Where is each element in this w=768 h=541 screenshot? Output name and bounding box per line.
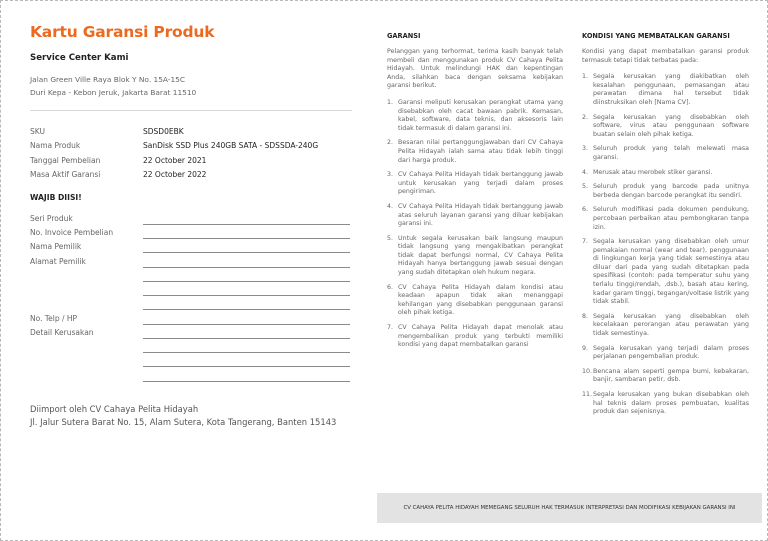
list-item: 10. Bencana alam seperti gempa bumi, kebakaran, banjir, sambaran petir, dsb. [582,367,749,384]
damage-input-line[interactable] [143,366,350,367]
kondisi-list [582,73,749,417]
warranty-terms [387,32,563,356]
list-item: 1. Segala kerusakan yang diakibatkan oleh kesalahan penggunaan, pemasangan atau perawatan dimana hal tersebut tidak diinstruksikan oleh [Nama CV]. [582,73,749,106]
invoice-input-line[interactable] [143,238,350,239]
owner-name-input-line[interactable] [143,252,350,253]
info-row-sku [30,127,352,141]
info-row-purchase-date [30,156,352,170]
void-conditions [582,32,749,423]
address-input-line[interactable] [143,309,350,310]
phone-input-line[interactable] [143,324,350,325]
required-heading: WAJIB DIISI! [30,193,82,202]
info-label: SKU [30,127,45,136]
field-label-serial: Seri Produk [30,214,73,223]
list-item: 2. Besaran nilai pertanggungjawaban dari CV Cahaya Pelita Hidayah ialah sama atau tidak lebih tinggi dari harga produk. [387,139,563,164]
service-center-title: Service Center Kami [30,53,129,63]
list-item: 5. Untuk segala kerusakan baik langsung maupun tidak langsung yang mengakibatkan perangkat tidak dapat berfungsi normal, CV Cahaya Pelita Hidayah hanya bertanggung jawab sesuai dengan yang sudah ditetapkan oleh hukum negara. [387,234,563,277]
card-title: Kartu Garansi Produk [30,23,215,41]
list-item: 8. Segala kerusakan yang disebabkan oleh kecelakaan perorangan atau perawatan yang tidak semestinya. [582,312,749,338]
kondisi-intro: Kondisi yang dapat membatalkan garansi produk termasuk tetapi tidak terbatas pada: [582,48,749,64]
list-item: 9. Segala kerusakan yang terjadi dalam proses perjalanan pengembalian produk. [582,344,749,361]
info-label: Tanggal Pembelian [30,155,101,165]
field-label-owner-address: Alamat Pemilik [30,257,86,266]
importer-address: Jl. Jalur Sutera Barat No. 15, Alam Sutera, Kota Tangerang, Banten 15143 [30,417,337,427]
address-input-line[interactable] [143,267,350,268]
garansi-intro: Pelanggan yang terhormat, terima kasih banyak telah membeli dan menggunakan produk CV Cahaya Pelita Hidayah. Untuk melindungi HAK dan kepentingan Anda, silahkan baca dengan seksama kebijakan garansi berikut. [387,48,563,90]
policy-footer-text: CV CAHAYA PELITA HIDAYAH MEMEGANG SELURUH HAK TERMASUK INTERPRETASI DAN MODIFIKASI KEBIJAKAN GARANSI INI [403,505,736,511]
left-column [30,23,352,427]
info-row-warranty-expiry [30,170,352,184]
info-value: 22 October 2022 [143,169,207,179]
garansi-list [387,99,563,350]
info-row-product-name [30,141,352,155]
importer-line: Diimport oleh CV Cahaya Pelita Hidayah [30,404,199,414]
list-item: 6. Seluruh modifikasi pada dokumen pendukung, percobaan perbaikan atau pembongkaran tanpa izin. [582,206,749,231]
garansi-heading: GARANSI [387,32,421,40]
damage-input-line[interactable] [143,381,350,382]
list-item: 5. Seluruh produk yang barcode pada unitnya berbeda dengan barcode perangkat itu sendiri. [582,183,749,199]
list-item: 2. Segala kerusakan yang disebabkan oleh software, virus atau penggunaan software buatan selain oleh pihak ketiga. [582,113,749,138]
list-item: 3. Seluruh produk yang telah melewati masa garansi. [582,145,749,161]
info-value: SanDisk SSD Plus 240GB SATA - SDSSDA-240G [143,141,319,151]
list-item: 4. CV Cahaya Pelita Hidayah tidak bertanggung jawab atas seluruh layanan garansi yang diluar kebijakan garansi ini. [387,202,563,228]
info-value: 22 October 2021 [143,155,207,165]
field-label-phone: No. Telp / HP [30,314,78,323]
list-item: 6. CV Cahaya Pelita Hidayah dalam kondisi atau keadaan apapun tidak akan menanggapi kehilangan yang disebabkan penggunaan garansi oleh pihak ketiga. [387,283,563,317]
divider [30,110,352,111]
kondisi-heading: KONDISI YANG MEMBATALKAN GARANSI [582,32,730,40]
damage-input-line[interactable] [143,352,350,353]
address-line: Duri Kepa - Kebon Jeruk, Jakarta Barat 11510 [30,88,197,97]
info-label: Masa Aktif Garansi [30,169,101,179]
field-label-damage-detail: Detail Kerusakan [30,328,94,337]
importer-info [30,403,336,429]
product-info [30,127,352,184]
field-label-invoice: No. Invoice Pembelian [30,228,114,237]
list-item: 7. CV Cahaya Pelita Hidayah dapat menolak atau mengembalikan produk yang terbukti memiliki kondisi yang dapat membatalkan garansi [387,324,563,349]
address-line: Jalan Green Ville Raya Blok Y No. 15A-15C [30,75,186,84]
list-item: 3. CV Cahaya Pelita Hidayah tidak bertanggung jawab untuk kerusakan yang terjadi dalam proses pengiriman. [387,171,563,196]
service-center-address [30,73,196,99]
info-label: Nama Produk [30,141,81,151]
address-input-line[interactable] [143,295,350,296]
list-item: 4. Merusak atau merobek stiker garansi. [582,168,713,176]
damage-input-line[interactable] [143,338,350,339]
info-value: SDSD0EBK [143,127,184,136]
list-item: 11. Segala kerusakan yang bukan disebabkan oleh hal teknis dalam proses pembuatan, kualitas produk dan sejenisnya. [582,391,749,416]
address-input-line[interactable] [143,281,350,282]
policy-footer-bar [377,493,762,523]
list-item: 7. Segala kerusakan yang disebabkan oleh umur pemakaian normal (wear and tear), penggunaan di lingkungan kerja yang tidak semestinya atau diluar dari pada yang sudah ditetapkan pada spesifikasi (contoh: pada temperatur suhu yang terlalu tinggi/rendah, ,dsb.), basah atau kering, kadar garam tinggi, tegangan/voltase listrik yang tidak stabil. [582,238,750,306]
serial-input-line[interactable] [143,224,350,225]
field-label-owner-name: Nama Pemilik [30,242,82,251]
list-item: 1. Garansi meliputi kerusakan perangkat utama yang disebabkan oleh cacat bawaan pabrik. Kemasan, kabel, software, data teknis, dan aksesoris lain tidak termasuk di dalam garansi ini. [387,98,563,132]
